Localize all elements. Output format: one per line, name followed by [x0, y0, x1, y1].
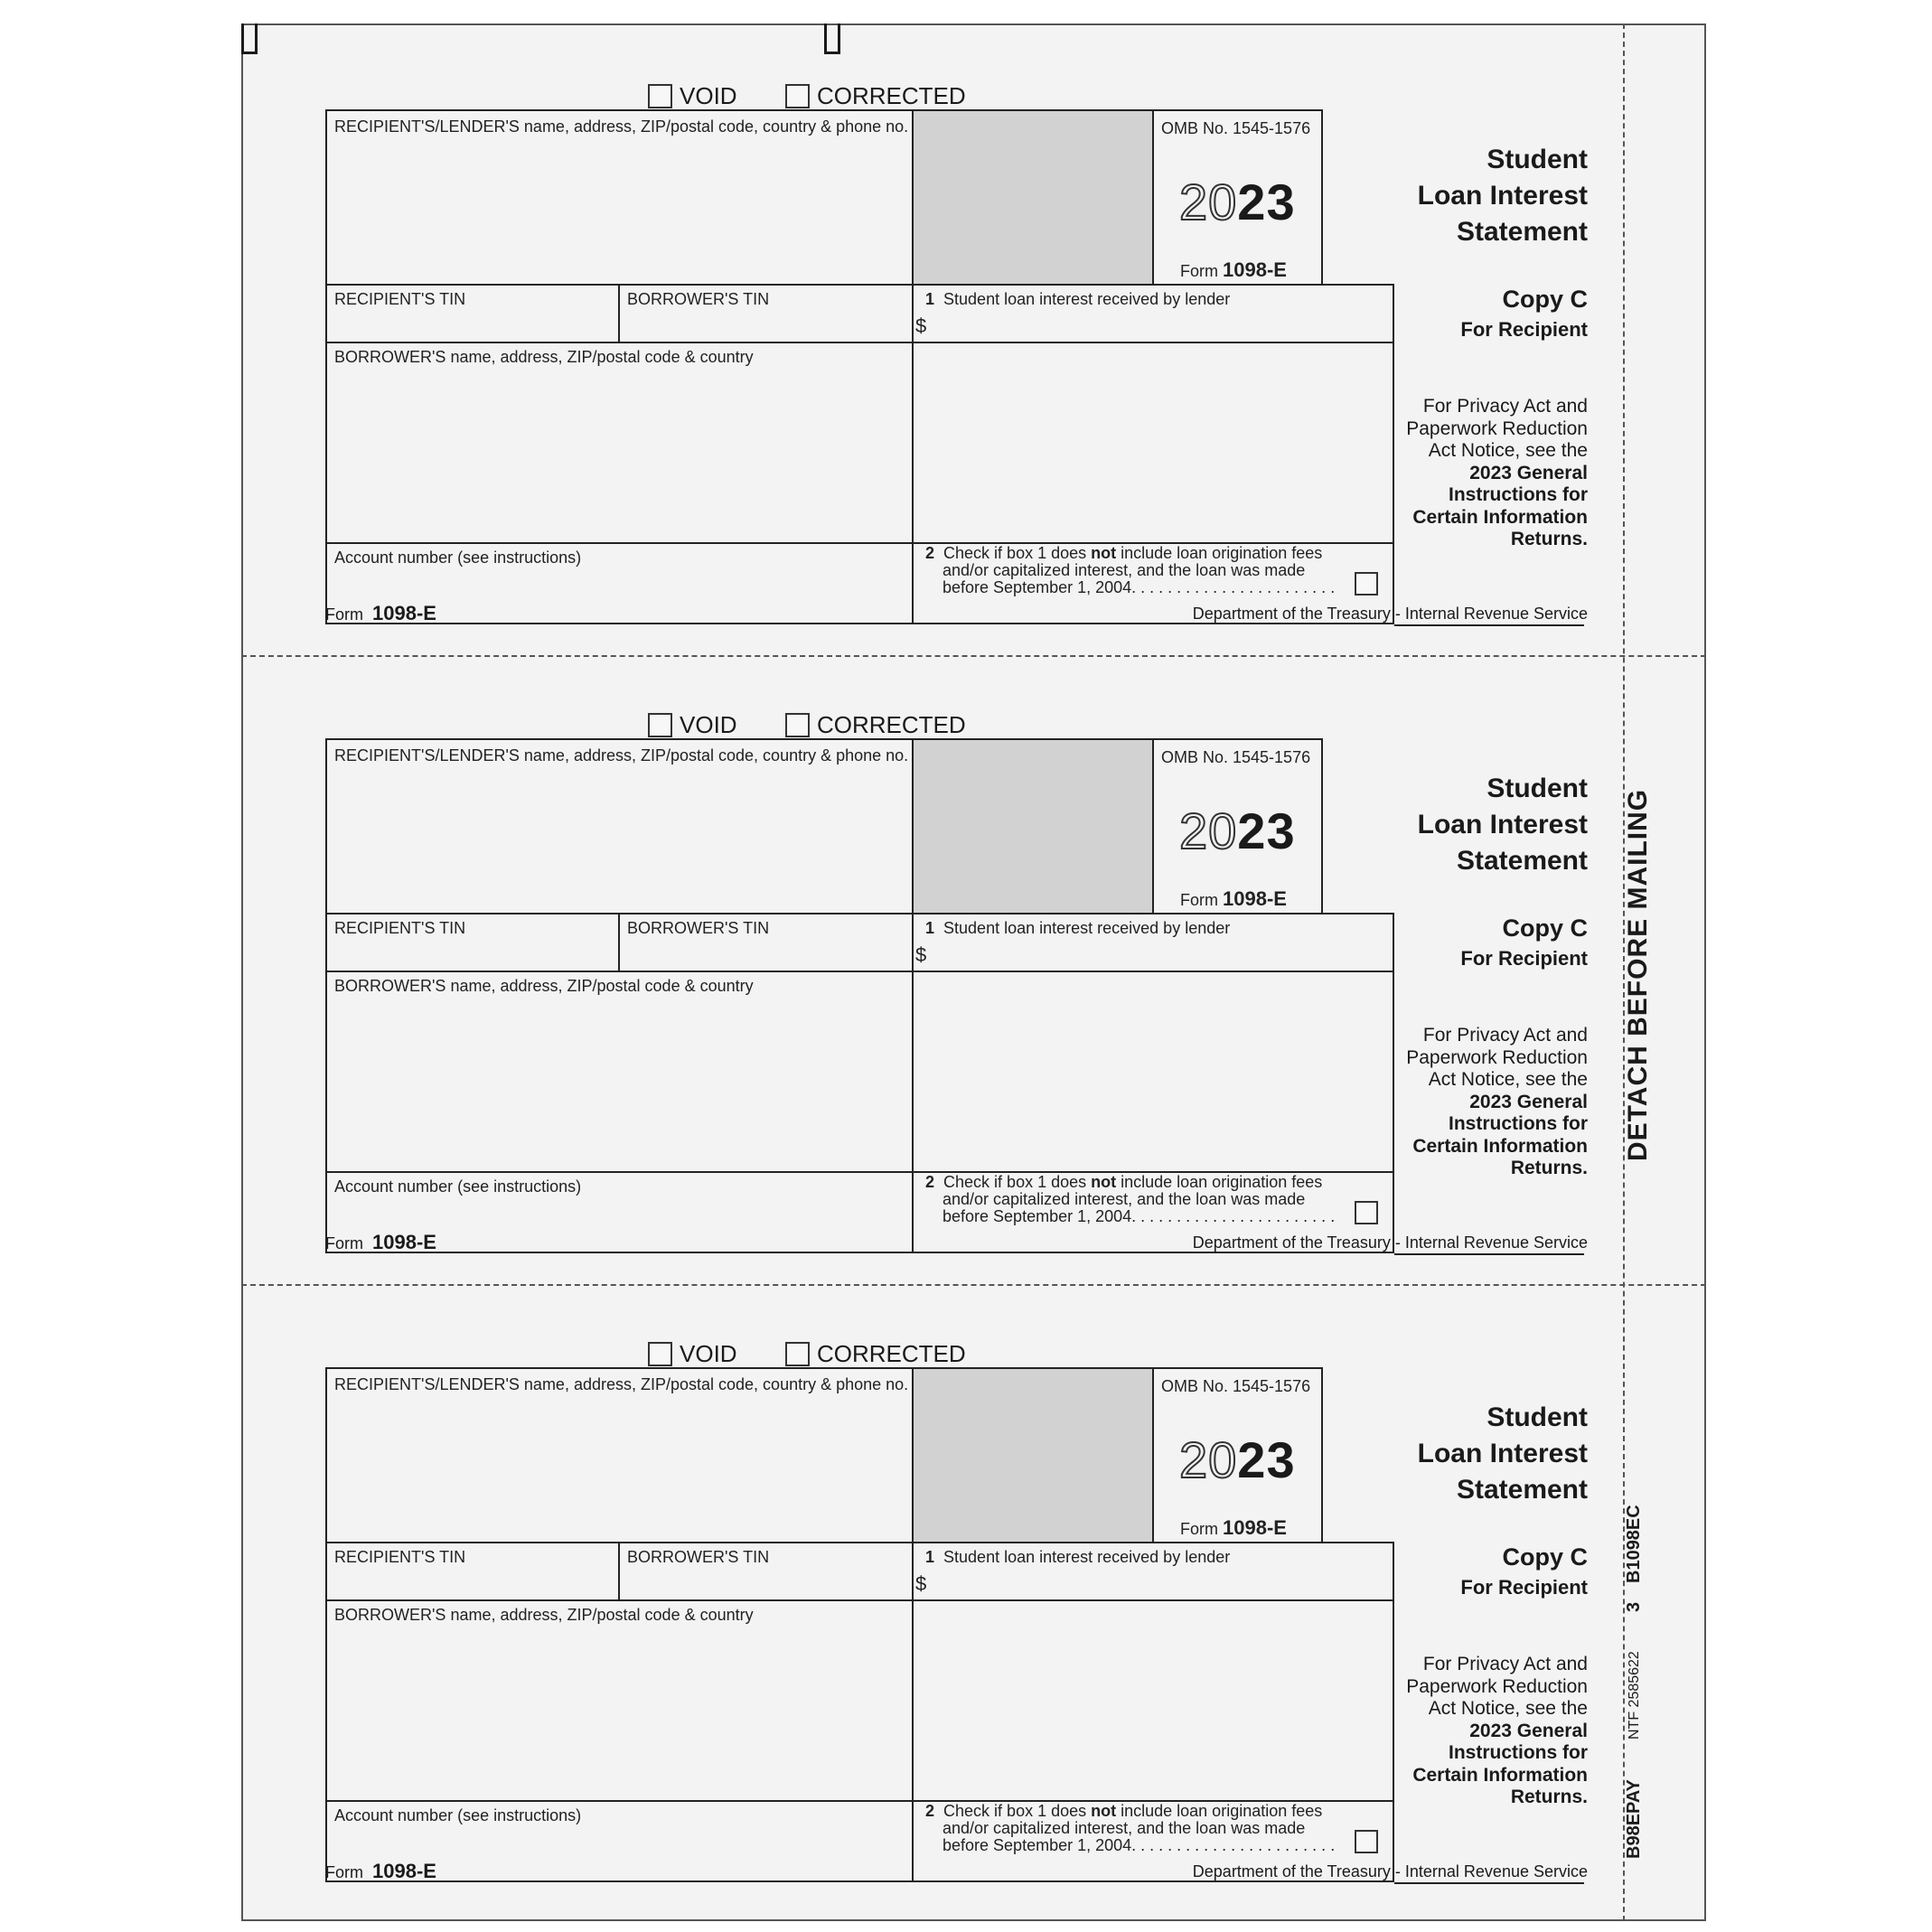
- form-number: 1098-E: [372, 602, 436, 624]
- privacy-line: Instructions for: [1448, 1742, 1588, 1763]
- box1-number: 1: [925, 290, 935, 308]
- privacy-line: Act Notice, see the: [1428, 1069, 1588, 1090]
- void-checkbox-group[interactable]: [648, 711, 737, 739]
- box2-text: and/or capitalized interest, and the loan was made: [943, 561, 1306, 579]
- privacy-line: Paperwork Reduction: [1406, 417, 1588, 439]
- form-word: Form: [325, 1863, 363, 1881]
- box2-number: 2: [925, 544, 935, 562]
- box2-checkbox[interactable]: [1355, 572, 1378, 596]
- detach-before-mailing: DETACH BEFORE MAILING: [1623, 788, 1653, 1161]
- void-label: VOID: [680, 711, 737, 738]
- divider: [325, 342, 1394, 343]
- form-number: 1098-E: [372, 1231, 436, 1253]
- form-number: 1098-E: [1223, 258, 1287, 281]
- for-recipient-label: For Recipient: [1460, 1576, 1588, 1599]
- box2-text-bold: not: [1091, 1802, 1117, 1820]
- form-word: Form: [325, 605, 363, 624]
- box2-checkbox[interactable]: [1355, 1201, 1378, 1224]
- divider: [618, 284, 620, 342]
- divider: [1152, 1367, 1154, 1542]
- box1-label: [925, 919, 1230, 938]
- privacy-notice: [1371, 1654, 1588, 1809]
- form-word: Form: [325, 1234, 363, 1252]
- privacy-line: Instructions for: [1448, 1113, 1588, 1134]
- recipient-tin-label: RECIPIENT'S TIN: [334, 1548, 466, 1566]
- shaded-area: [914, 111, 1152, 284]
- form-code-3: 3: [1624, 1601, 1644, 1612]
- form-id-bottom: [325, 602, 436, 625]
- corrected-label: CORRECTED: [817, 82, 966, 109]
- privacy-line: 2023 General: [1469, 462, 1588, 483]
- box2-checkbox[interactable]: [1355, 1830, 1378, 1853]
- box2-text: before September 1, 2004. . . . . . . . . . . . . . . . . . . . . . .: [943, 1836, 1336, 1854]
- privacy-line: Paperwork Reduction: [1406, 1675, 1588, 1697]
- title-line: Loan Interest: [1417, 810, 1588, 839]
- divider: [1152, 109, 1154, 284]
- corrected-checkbox-group[interactable]: [785, 1340, 966, 1368]
- divider: [618, 913, 620, 971]
- privacy-line: For Privacy Act and: [1422, 1025, 1588, 1046]
- title-line: Loan Interest: [1417, 181, 1588, 211]
- divider: [1394, 1882, 1584, 1884]
- box2-text: include loan origination fees: [1116, 544, 1323, 562]
- form-number: 1098-E: [1223, 1516, 1287, 1539]
- privacy-line: Returns.: [1510, 529, 1588, 549]
- box1-text: Student loan interest received by lender: [943, 1548, 1231, 1566]
- void-checkbox[interactable]: [648, 84, 672, 108]
- divider: [912, 738, 914, 913]
- form-copy-3: [0, 1281, 1932, 1914]
- copy-c-label: Copy C: [1502, 286, 1588, 313]
- copy-c-label: Copy C: [1502, 1543, 1588, 1571]
- form-word: Form: [1180, 1520, 1218, 1538]
- shaded-area: [914, 1369, 1152, 1542]
- year-suffix: 23: [1237, 174, 1296, 230]
- box2-label: [925, 1803, 1335, 1854]
- form-id-bottom: [325, 1231, 436, 1254]
- divider: [325, 1599, 1394, 1601]
- box2-text: Check if box 1 does: [943, 1802, 1092, 1820]
- box1-number: 1: [925, 1548, 935, 1566]
- box1-text: Student loan interest received by lender: [943, 290, 1231, 308]
- privacy-line: Returns.: [1510, 1787, 1588, 1807]
- borrower-tin-label: BORROWER'S TIN: [627, 290, 770, 308]
- omb-number: OMB No. 1545-1576: [1161, 748, 1311, 766]
- divider: [618, 1542, 620, 1599]
- shaded-area: [914, 740, 1152, 913]
- tax-year: [1179, 802, 1296, 860]
- account-number-label: Account number (see instructions): [334, 1806, 582, 1824]
- borrower-tin-label: BORROWER'S TIN: [627, 919, 770, 937]
- void-checkbox-group[interactable]: [648, 82, 737, 110]
- privacy-line: 2023 General: [1469, 1091, 1588, 1112]
- corrected-label: CORRECTED: [817, 711, 966, 738]
- void-label: VOID: [680, 1340, 737, 1367]
- corrected-checkbox[interactable]: [785, 84, 810, 108]
- box1-label: [925, 1548, 1230, 1567]
- corrected-checkbox[interactable]: [785, 1342, 810, 1366]
- box2-text: include loan origination fees: [1116, 1173, 1323, 1191]
- box2-text: Check if box 1 does: [943, 1173, 1092, 1191]
- borrower-name-label: BORROWER'S name, address, ZIP/postal code & country: [334, 348, 754, 366]
- privacy-line: Certain Information: [1412, 1764, 1588, 1786]
- title-line: Loan Interest: [1417, 1439, 1588, 1468]
- divider: [1152, 738, 1154, 913]
- box1-dollar: $: [915, 1572, 927, 1595]
- box2-text: and/or capitalized interest, and the loan was made: [943, 1819, 1306, 1837]
- form-number: 1098-E: [1223, 887, 1287, 910]
- tax-year: [1179, 1430, 1296, 1489]
- form-title: [1418, 771, 1588, 879]
- recipient-lender-label: RECIPIENT'S/LENDER'S name, address, ZIP/postal code, country & phone no.: [334, 746, 909, 764]
- box2-number: 2: [925, 1173, 935, 1191]
- box1-dollar: $: [915, 943, 927, 966]
- year-suffix: 23: [1237, 1431, 1296, 1488]
- department-label: Department of the Treasury - Internal Revenue Service: [1192, 605, 1588, 623]
- box1-text: Student loan interest received by lender: [943, 919, 1231, 937]
- borrower-tin-label: BORROWER'S TIN: [627, 1548, 770, 1566]
- box2-text: include loan origination fees: [1116, 1802, 1323, 1820]
- divider: [912, 913, 914, 1253]
- title-line: Student: [1487, 774, 1588, 803]
- void-checkbox-group[interactable]: [648, 1340, 737, 1368]
- recipient-lender-label: RECIPIENT'S/LENDER'S name, address, ZIP/postal code, country & phone no.: [334, 1375, 909, 1393]
- form-id-top: [1180, 887, 1287, 911]
- privacy-notice: [1371, 396, 1588, 551]
- recipient-tin-label: RECIPIENT'S TIN: [334, 919, 466, 937]
- title-line: Statement: [1456, 846, 1588, 876]
- box2-text: and/or capitalized interest, and the loan was made: [943, 1190, 1306, 1208]
- title-line: Statement: [1456, 1475, 1588, 1505]
- divider: [912, 109, 914, 284]
- account-number-label: Account number (see instructions): [334, 549, 582, 567]
- divider: [912, 1367, 914, 1542]
- borrower-name-label: BORROWER'S name, address, ZIP/postal code & country: [334, 977, 754, 995]
- year-suffix: 23: [1237, 802, 1296, 859]
- box2-text: before September 1, 2004. . . . . . . . . . . . . . . . . . . . . . .: [943, 1207, 1336, 1225]
- privacy-line: Instructions for: [1448, 484, 1588, 505]
- box2-text-bold: not: [1091, 1173, 1117, 1191]
- copy-c-label: Copy C: [1502, 914, 1588, 942]
- form-title: [1418, 1400, 1588, 1508]
- year-prefix: 20: [1179, 174, 1238, 230]
- form-id-bottom: [325, 1860, 436, 1883]
- divider: [1394, 1253, 1584, 1255]
- title-line: Student: [1487, 1402, 1588, 1432]
- department-label: Department of the Treasury - Internal Revenue Service: [1192, 1862, 1588, 1880]
- omb-number: OMB No. 1545-1576: [1161, 1377, 1311, 1395]
- divider: [912, 284, 914, 624]
- form-code-b1098ec: B1098EC: [1624, 1505, 1644, 1583]
- form-word: Form: [1180, 891, 1218, 909]
- privacy-line: For Privacy Act and: [1422, 396, 1588, 417]
- for-recipient-label: For Recipient: [1460, 947, 1588, 970]
- void-label: VOID: [680, 82, 737, 109]
- recipient-lender-label: RECIPIENT'S/LENDER'S name, address, ZIP/postal code, country & phone no.: [334, 117, 909, 136]
- privacy-line: Certain Information: [1412, 1135, 1588, 1157]
- corrected-label: CORRECTED: [817, 1340, 966, 1367]
- account-number-label: Account number (see instructions): [334, 1177, 582, 1196]
- omb-number: OMB No. 1545-1576: [1161, 119, 1311, 137]
- box2-label: [925, 545, 1335, 596]
- privacy-line: 2023 General: [1469, 1720, 1588, 1741]
- year-prefix: 20: [1179, 802, 1238, 859]
- privacy-line: For Privacy Act and: [1422, 1654, 1588, 1674]
- department-label: Department of the Treasury - Internal Revenue Service: [1192, 1233, 1588, 1252]
- privacy-line: Act Notice, see the: [1428, 1698, 1588, 1719]
- ntf-code: NTF 2585622: [1627, 1651, 1642, 1740]
- corrected-checkbox[interactable]: [785, 713, 810, 737]
- form-id-top: [1180, 1516, 1287, 1540]
- box1-dollar: $: [915, 314, 927, 337]
- void-checkbox[interactable]: [648, 713, 672, 737]
- divider: [1394, 624, 1584, 626]
- void-checkbox[interactable]: [648, 1342, 672, 1366]
- corrected-checkbox-group[interactable]: [785, 711, 966, 739]
- privacy-line: Paperwork Reduction: [1406, 1046, 1588, 1068]
- form-copy-2: [0, 652, 1932, 1285]
- box2-text: before September 1, 2004. . . . . . . . . . . . . . . . . . . . . . .: [943, 578, 1336, 596]
- recipient-tin-label: RECIPIENT'S TIN: [334, 290, 466, 308]
- box2-number: 2: [925, 1802, 935, 1820]
- box2-text: Check if box 1 does: [943, 544, 1092, 562]
- divider: [325, 971, 1394, 972]
- form-copy-1: [0, 23, 1932, 656]
- borrower-name-label: BORROWER'S name, address, ZIP/postal code & country: [334, 1606, 754, 1624]
- privacy-line: Returns.: [1510, 1158, 1588, 1178]
- box2-label: [925, 1174, 1335, 1225]
- form-word: Form: [1180, 262, 1218, 280]
- form-id-top: [1180, 258, 1287, 282]
- box2-text-bold: not: [1091, 544, 1117, 562]
- form-number: 1098-E: [372, 1860, 436, 1882]
- divider: [912, 1542, 914, 1882]
- privacy-line: Act Notice, see the: [1428, 440, 1588, 461]
- for-recipient-label: For Recipient: [1460, 318, 1588, 341]
- corrected-checkbox-group[interactable]: [785, 82, 966, 110]
- title-line: Statement: [1456, 217, 1588, 247]
- title-line: Student: [1487, 145, 1588, 174]
- tax-year: [1179, 173, 1296, 231]
- form-title: [1418, 142, 1588, 250]
- year-prefix: 20: [1179, 1431, 1238, 1488]
- box1-label: [925, 290, 1230, 309]
- privacy-line: Certain Information: [1412, 506, 1588, 528]
- privacy-notice: [1371, 1025, 1588, 1180]
- form-code-b98epay: B98EPAY: [1624, 1779, 1644, 1859]
- box1-number: 1: [925, 919, 935, 937]
